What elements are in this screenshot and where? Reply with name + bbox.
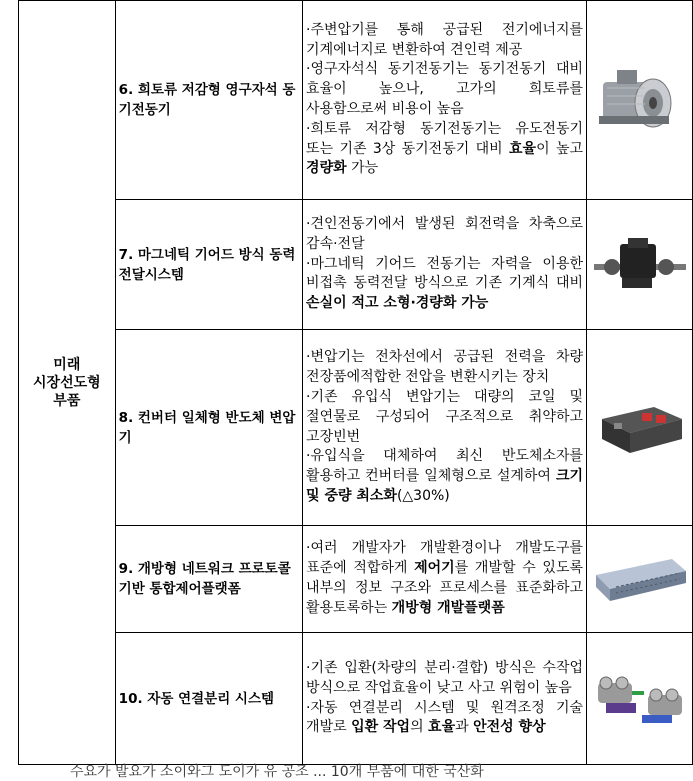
item-name: 7. 마그네틱 기어드 방식 동력전달시스템 [115, 200, 302, 330]
item-name: 10. 자동 연결분리 시스템 [115, 633, 302, 765]
coupler-image [587, 633, 693, 765]
item-description: ·변압기는 전차선에서 공급된 전력을 차량 전장품에적합한 전압을 변환시키는 장치 ·기존 유입식 변압기는 대량의 코일 및 절연물로 구성되어 구조적으로 취약하고 고장빈번 ·유입식을 대체하여 최신 반도체소자를 활용하고 컨버터를 일체형으로 설계하여 크기 및 중량 최소화(△30%) [303, 330, 587, 526]
controller-image [587, 526, 693, 633]
category-label: 미래 시장선도형 부품 [33, 356, 101, 409]
gear-drive-image [587, 200, 693, 330]
item-description: ·기존 입환(차량의 분리·결합) 방식은 수작업 방식으로 작업효율이 낮고 사고 위험이 높음 ·자동 연결분리 시스템 및 원격조정 기술 개발로 입환 작업의 효율과 안전성 향상 [303, 633, 587, 765]
component-table [18, 0, 693, 765]
table-row [19, 200, 693, 330]
item-description: ·주변압기를 통해 공급된 전기에너지를 기계에너지로 변환하여 견인력 제공 ·영구자석식 동기전동기는 동기전동기 대비 효율이 높으나, 고가의 희토류를 사용함으로써 비용이 높음 ·희토류 저감형 동기전동기는 유도전동기 또는 기존 3상 동기전동기 대비 효율이 높고 경량화 가능 [303, 1, 587, 200]
item-description: ·여러 개발자가 개발환경이나 개발도구를 표준에 적합하게 제어기를 개발할 수 있도록 내부의 정보 구조와 프로세스를 표준화하고 활용토록하는 개방형 개발플랫폼 [303, 526, 587, 633]
table-row [19, 526, 693, 633]
table-row [19, 633, 693, 765]
item-name: 9. 개방형 네트워크 프로토콜 기반 통합제어플랫폼 [115, 526, 302, 633]
item-description: ·견인전동기에서 발생된 회전력을 차축으로 감속·전달 ·마그네틱 기어드 전동기는 자력을 이용한 비접촉 동력전달 방식으로 기존 기계식 대비 손실이 적고 소형·경량화 가능 [303, 200, 587, 330]
motor-image [587, 1, 693, 200]
item-name: 6. 희토류 저감형 영구자석 동기전동기 [115, 1, 302, 200]
table-row [19, 1, 693, 200]
category-cell [19, 1, 116, 765]
footer-text: 수요가 발요가 소이와그 도이가 유 공조 ... 10개 부품에 대한 국산화 [70, 764, 484, 780]
item-name: 8. 컨버터 일체형 반도체 변압기 [115, 330, 302, 526]
transformer-image [587, 330, 693, 526]
table-row [19, 330, 693, 526]
